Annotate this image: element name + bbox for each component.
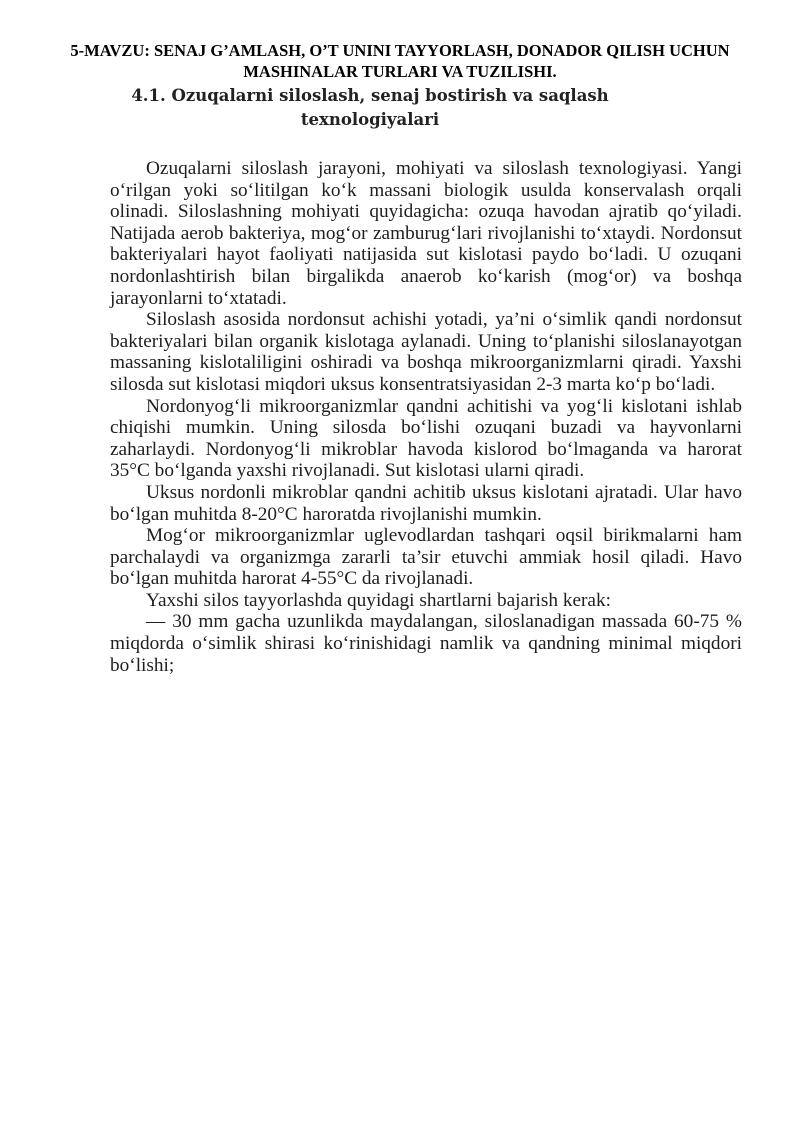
paragraph: Nordonyog‘li mikroorganizmlar qandni achitishi va yog‘li kislotani ishlab chiqishi mumkin. Uning silosda bo‘lishi ozuqani buzadi va hayvonlarni zaharlaydi. Nordonyog‘li mikroblar havoda kislorod bo‘lmaganda va harorat 35°C bo‘lganda yaxshi rivojlanadi. Sut kislotasi ularni qiradi. bbox=[110, 395, 742, 482]
paragraph: Uksus nordonli mikroblar qandni achitib uksus kislotani ajratadi. Ular havo bo‘lgan muhitda 8-20°C haroratda rivojlanishi mumkin. bbox=[110, 481, 742, 525]
paragraph: Yaxshi silos tayyorlashda quyidagi shartlarni bajarish kerak: bbox=[146, 589, 611, 611]
paragraph: Mog‘or mikroorganizmlar uglevodlardan tashqari oqsil birikmalarni ham parchalaydi va organizmga zararli ta’sir etuvchi ammiak hosil qiladi. Havo bo‘lgan muhitda harorat 4-55°C da rivojlanadi. bbox=[110, 525, 742, 590]
list-item: — 30 mm gacha uzunlikda maydalangan, siloslanadigan massada 60-75 % miqdorda o‘simlik shirasi ko‘rinishidagi namlik va qandning minimal miqdori bo‘lishi; bbox=[110, 611, 742, 676]
paragraph: Ozuqalarni siloslash jarayoni, mohiyati va siloslash texnologiyasi. Yangi o‘rilgan yoki so‘litilgan ko‘k massani biologik usulda konservalash orqali olinadi. Siloslashning mohiyati quyidagicha: ozuqa havodan ajratib qo‘yiladi. Natijada aerob bakteriya, mog‘or zamburug‘lari rivojlanishi to‘xtaydi. Nordonsut bakteriyalari hayot faoliyati natijasida sut kislotasi paydo bo‘ladi. U ozuqani nordonlashtirish bilan birgalikda anaerob ko‘karish (mog‘or) va boshqa jarayonlarni to‘xtatadi. bbox=[110, 158, 742, 309]
body-text bbox=[110, 158, 742, 676]
paragraph: Siloslash asosida nordonsut achishi yotadi, ya’ni o‘simlik qandi nordonsut bakteriyalari bilan organik kislotaga aylanadi. Uning to‘planishi siloslanayotgan massaning kislotaliligini oshiradi va boshqa mikroorganizmlarni qiradi. Yaxshi silosda sut kislotasi miqdori uksus konsentratsiyasidan 2-3 marta ko‘p bo‘ladi. bbox=[110, 309, 742, 395]
chapter-title: 5-MAVZU: SENAJ G’AMLASH, O’T UNINI TAYYORLASH, DONADOR QILISH UCHUN MASHINALAR TURLARI VA TUZILISHI. bbox=[70, 41, 730, 81]
section-title: 4.1. Ozuqalarni siloslash, senaj bostirish va saqlash texnologiyalari bbox=[131, 86, 609, 129]
